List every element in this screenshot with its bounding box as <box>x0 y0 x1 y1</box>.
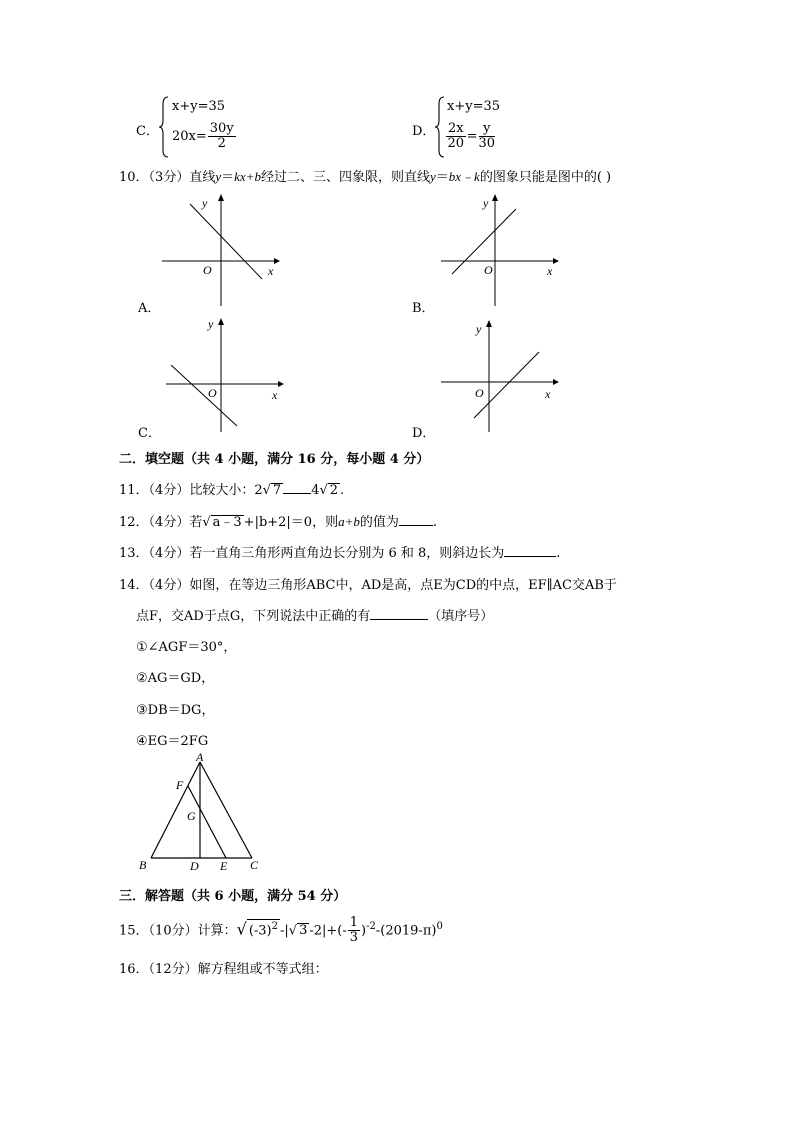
q14-option-4: ④EG＝2FG <box>136 734 209 749</box>
graph-a-label: A． <box>138 301 161 316</box>
graph-b-label: B． <box>412 301 435 316</box>
svg-text:x: x <box>272 388 278 402</box>
equation-1: x+y=35 <box>172 99 226 114</box>
graph-c-label: C． <box>138 426 161 441</box>
question-10: 10．（3分）直线y＝kx+b经过二、三、四象限，则直线y＝bx﹣k的图象只能是图中的( ) <box>119 169 612 185</box>
svg-text:C: C <box>250 858 259 872</box>
question-14-line-1: 14．（4分）如图，在等边三角形ABC中，AD是高，点E为CD的中点，EF∥AC交AB于 <box>119 578 617 593</box>
svg-text:y: y <box>476 322 482 336</box>
graph-d <box>437 318 561 436</box>
left-brace-icon <box>435 96 445 158</box>
svg-text:x: x <box>268 264 274 278</box>
equation-2: 20x= $\frac{30y}{2}$ <box>172 121 234 151</box>
q14-option-1: ①∠AGF＝30°， <box>136 640 237 655</box>
svg-text:y: y <box>202 196 208 210</box>
section-2-heading: 二．填空题（共 4 小题，满分 16 分，每小题 4 分） <box>119 452 430 467</box>
equation-1: x+y=35 <box>447 99 501 114</box>
svg-text:E: E <box>220 859 228 873</box>
question-12: 12．（4分）若√ a﹣3 +|b+2|＝0，则a+b的值为 . <box>119 514 438 530</box>
graph-a <box>158 188 282 310</box>
q14-option-2: ②AG＝GD， <box>136 671 215 686</box>
graph-d-label: D． <box>412 426 436 441</box>
svg-text:y: y <box>483 196 489 210</box>
svg-text:x: x <box>545 387 551 401</box>
svg-text:y: y <box>208 317 214 331</box>
svg-text:D: D <box>190 859 199 873</box>
section-3-heading: 三．解答题（共 6 小题，满分 54 分） <box>119 889 347 904</box>
question-14-line-2: 点F，交AD于点G，下列说法中正确的有 （填序号） <box>136 609 494 624</box>
graph-b <box>437 188 561 310</box>
question-11: 11．（4分）比较大小：2√ 7 4√ 2 . <box>119 483 345 498</box>
question-13: 13．（4分）若一直角三角形两直角边长分别为 6 和 8，则斜边长为 . <box>119 546 561 561</box>
svg-text:O: O <box>208 386 217 400</box>
q14-option-3: ③DB＝DG， <box>136 703 215 718</box>
svg-text:x: x <box>547 264 553 278</box>
svg-text:G: G <box>187 809 196 823</box>
svg-text:O: O <box>203 263 212 277</box>
svg-text:O: O <box>475 386 484 400</box>
question-16: 16．（12分）解方程组或不等式组： <box>119 962 328 977</box>
graph-c <box>162 314 286 436</box>
triangle-figure <box>134 752 266 874</box>
svg-text:B: B <box>139 858 147 872</box>
svg-text:O: O <box>484 263 493 277</box>
svg-text:F: F <box>176 778 184 792</box>
equation-2: $\frac{2x}{20}$ = $\frac{y}{30}$ <box>447 121 496 151</box>
option-label: D． <box>412 124 436 139</box>
option-label: C． <box>136 124 159 139</box>
left-brace-icon <box>159 96 169 158</box>
svg-text:A: A <box>196 752 204 764</box>
question-15: 15．（10分）计算：√ $(-3)^2$ -|√ 3 -2|+(- $\frac{1}{3}$ )$^{-2}-(2019-\pi)^0$ <box>119 915 443 946</box>
